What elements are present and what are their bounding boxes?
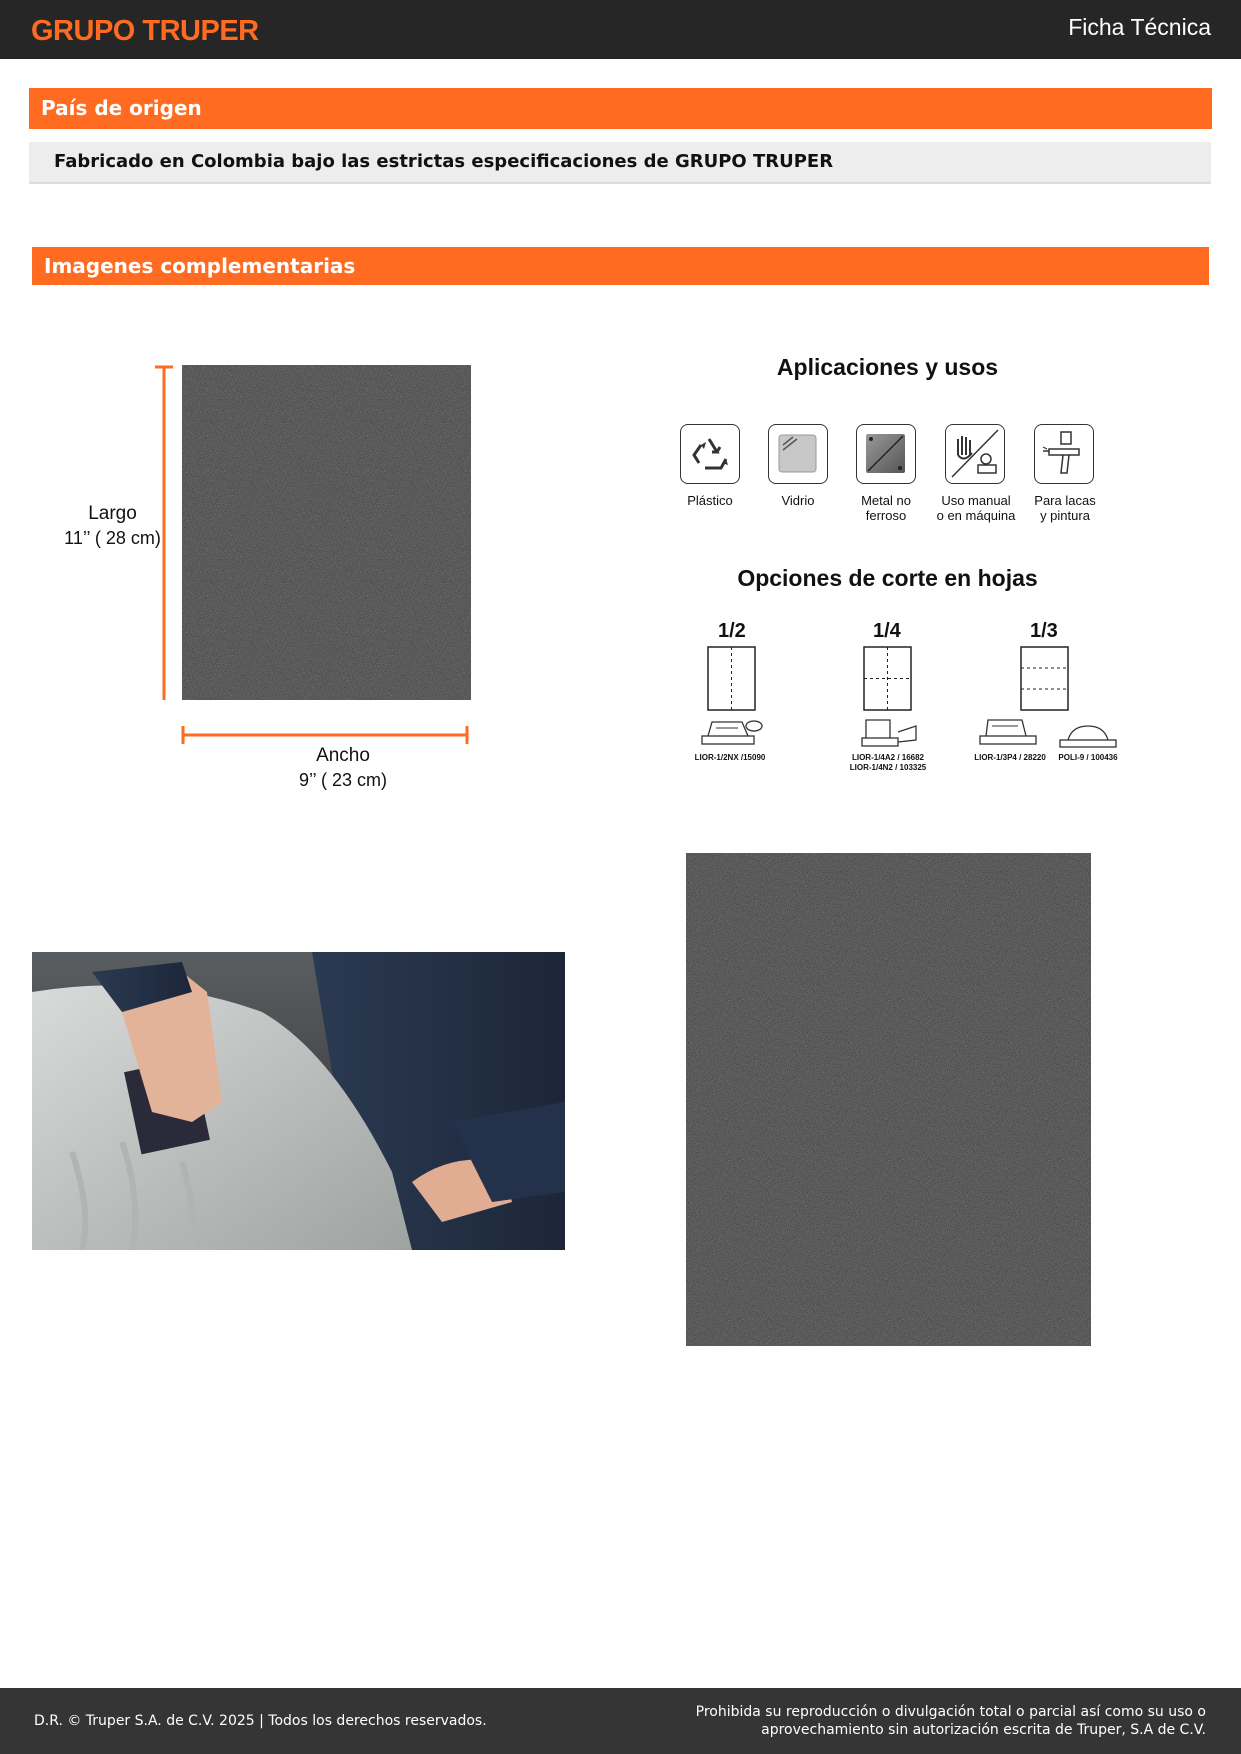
app-caption-metal: Metal no ferroso [861,493,911,523]
cut-fraction-half: 1/2 [718,620,746,642]
orbital-sander-icon [698,714,766,750]
glass-icon [768,424,828,484]
largo-label: Largo [88,503,137,524]
app-caption-vidrio: Vidrio [781,493,815,508]
origin-text: Fabricado en Colombia bajo las estrictas especificaciones de GRUPO TRUPER [29,142,1211,184]
header-bar [0,0,1241,59]
palm-sander-icon [858,714,920,750]
model-quarter: LIOR-1/4A2 / 16682 LIOR-1/4N2 / 103325 [849,753,927,772]
model-poli: POLI-9 / 100436 [1058,753,1118,762]
origin-section-title: País de origen [29,88,1212,129]
ancho-label: Ancho [316,745,370,766]
cut-third-diagram [1020,646,1070,712]
footer [0,1688,1241,1754]
cut-fraction-quarter: 1/4 [873,620,901,642]
width-dimension-line [175,725,475,745]
legal-notice-line1: Prohibida su reproducción o divulgación total o parcial así como su uso o [695,1704,1206,1720]
worker-sanding-photo [32,952,565,1250]
model-half: LIOR-1/2NX /15090 [694,753,766,762]
brand-logo: GRUPO TRUPER [31,15,259,47]
applications-title: Aplicaciones y usos [776,354,999,380]
app-caption-lacas: Para lacas y pintura [1034,493,1096,523]
hand-block-icon [1058,722,1118,750]
ancho-value: 9’’ ( 23 cm) [298,770,388,790]
doc-title: Ficha Técnica [1068,14,1211,40]
cut-quarter-diagram [863,646,913,712]
cut-fraction-third: 1/3 [1030,620,1058,642]
hand-sander-icon [945,424,1005,484]
cut-options-title: Opciones de corte en hojas [737,565,1038,591]
largo-value: 11’’ ( 28 cm) [64,528,161,548]
sheet-sander-icon [978,714,1040,750]
cut-half-diagram [707,646,757,712]
model-third: LIOR-1/3P4 / 28220 [974,753,1046,762]
metal-plate-icon [856,424,916,484]
copyright-text: D.R. © Truper S.A. de C.V. 2025 | Todos los derechos reservados. [34,1713,487,1729]
legal-notice-line2: aprovechamiento sin autorización escrita de Truper, S.A de C.V. [761,1722,1206,1738]
spray-gun-icon [1034,424,1094,484]
images-section-title: Imagenes complementarias [32,247,1209,285]
app-caption-plastico: Plástico [687,493,733,508]
app-caption-uso-manual: Uso manual o en máquina [936,493,1016,523]
recycle-icon [680,424,740,484]
sandpaper-sheet-image [686,853,1091,1346]
legal-notice [696,1703,1206,1739]
